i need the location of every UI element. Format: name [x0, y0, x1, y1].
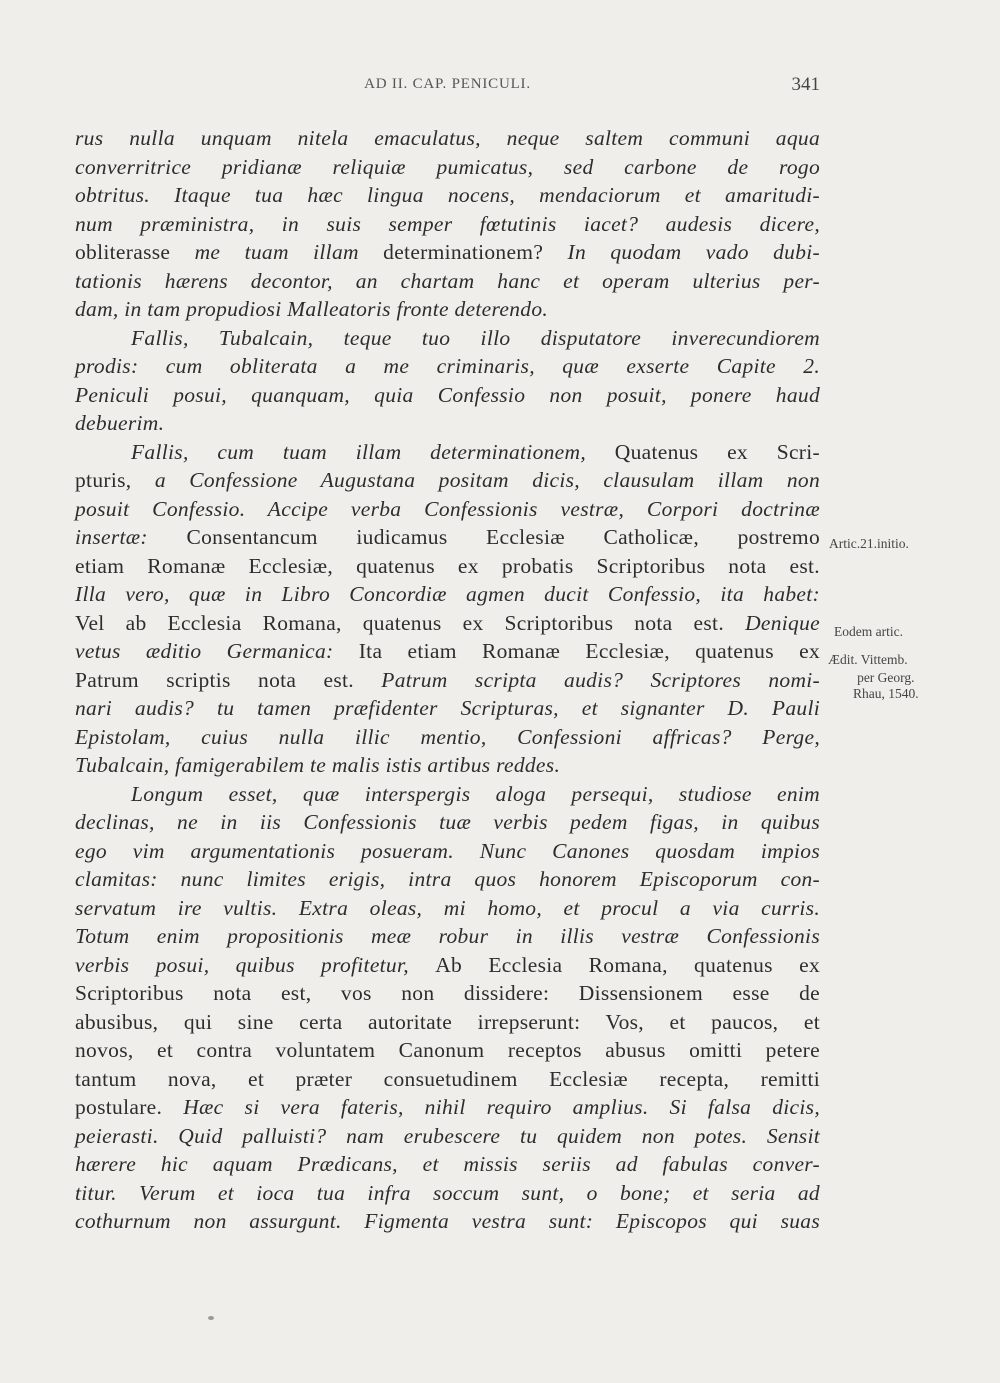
- text-line: [75, 295, 820, 324]
- italic-text: clamitas: nunc limites erigis, intra quos honorem Episcoporum con-: [75, 867, 820, 891]
- italic-text: Illa vero, quæ in Libro Concordiæ agmen ducit Confessio, ita habet:: [75, 582, 820, 606]
- margin-note-aedit: Ædit. Vittemb.: [828, 652, 908, 667]
- text-line: [75, 1150, 820, 1179]
- roman-text: etiam Romanæ Ecclesiæ, quatenus ex probatis Scriptoribus nota est.: [75, 553, 820, 578]
- text-line: [75, 1179, 820, 1208]
- italic-text: Totum enim propositionis meæ robur in illis vestræ Confessionis: [75, 924, 820, 948]
- margin-note-eodem: Eodem artic.: [834, 624, 903, 639]
- text-line: [75, 1008, 820, 1037]
- text-line: [75, 267, 820, 296]
- text-line: [75, 609, 820, 638]
- text-line: [75, 808, 820, 837]
- italic-text: verbis posui, quibus profitetur,: [75, 952, 436, 977]
- text-line: [75, 352, 820, 381]
- italic-text: debuerim.: [75, 411, 165, 435]
- text-line: [75, 381, 820, 410]
- roman-text: abusibus, qui sine certa autoritate irrepserunt: Vos, et paucos, et: [75, 1009, 820, 1034]
- text-line: [75, 637, 820, 666]
- margin-note-rhau-line2: Rhau, 1540.: [853, 686, 919, 701]
- italic-text: ego vim argumentationis posueram. Nunc Canones quosdam impios: [75, 838, 820, 863]
- italic-text: dam, in tam propudiosi Malleatoris fronte deterendo.: [75, 297, 549, 321]
- italic-text: hærere hic aquam Prædicans, et missis seriis ad fabulas conver-: [75, 1152, 820, 1176]
- text-line: [75, 979, 820, 1008]
- page-number: 341: [791, 74, 820, 95]
- text-line: [75, 865, 820, 894]
- italic-text: Denique: [745, 610, 820, 635]
- text-line: [75, 951, 820, 980]
- text-line: [75, 580, 820, 609]
- italic-text: cothurnum non assurgunt. Figmenta vestra sunt: Episcopos qui suas: [75, 1209, 820, 1233]
- roman-text: obliterasse: [75, 240, 195, 264]
- text-line: [75, 666, 820, 695]
- roman-text: postulare.: [75, 1095, 184, 1119]
- italic-text: nari audis? tu tamen præfidenter Scripturas, et signanter D. Pauli: [75, 696, 820, 720]
- text-line: [75, 409, 820, 438]
- text-line: [75, 153, 820, 182]
- text-line: [75, 723, 820, 752]
- italic-text: me tuam illam: [194, 240, 384, 264]
- roman-text: tantum nova, et præter consuetudinem Ecclesiæ recepta, remitti: [75, 1066, 820, 1091]
- roman-text: Scriptoribus nota est, vos non dissidere: Dissensionem esse de: [75, 981, 820, 1005]
- italic-text: Fallis, Tubalcain, teque tuo illo disputatore inverecundiorem: [131, 325, 820, 350]
- text-line: [75, 523, 820, 552]
- italic-text: Tubalcain, famigerabilem te malis istis artibus reddes.: [75, 753, 561, 777]
- text-line: [75, 1093, 820, 1122]
- text-line: [75, 124, 820, 153]
- roman-text: pturis,: [75, 468, 155, 492]
- text-line: [75, 210, 820, 239]
- text-line: [75, 837, 820, 866]
- text-line: [75, 552, 820, 581]
- roman-text: Quatenus ex Scri-: [614, 439, 820, 464]
- italic-text: Fallis, cum tuam illam determinationem,: [131, 439, 615, 464]
- italic-text: titur. Verum et ioca tua infra soccum sunt, o bone; et seria ad: [75, 1180, 820, 1205]
- text-line: [75, 1207, 820, 1236]
- italic-text: Longum esset, quæ interspergis aloga persequi, studiose enim: [131, 781, 820, 806]
- italic-text: servatum ire vultis. Extra oleas, mi homo, et procul a via curris.: [75, 895, 820, 920]
- text-line: [75, 238, 820, 267]
- italic-text: tationis hærens decontor, an chartam hanc et operam ulterius per-: [75, 268, 820, 293]
- text-line: [75, 694, 820, 723]
- italic-text: prodis: cum obliterata a me criminaris, quæ exserte Capite 2.: [75, 354, 820, 378]
- text-line: [75, 466, 820, 495]
- italic-text: vetus æditio Germanica:: [75, 639, 359, 663]
- ink-speck: [208, 1316, 214, 1320]
- italic-text: insertæ:: [75, 525, 187, 549]
- text-line: [75, 495, 820, 524]
- text-line: [75, 780, 820, 809]
- margin-note-rhau: [853, 670, 919, 702]
- roman-text: Patrum scriptis nota est.: [75, 667, 382, 692]
- text-line: [75, 1122, 820, 1151]
- roman-text: Ita etiam Romanæ Ecclesiæ, quatenus ex: [358, 639, 820, 663]
- roman-text: Ab Ecclesia Romana, quatenus ex: [435, 952, 820, 977]
- italic-text: Epistolam, cuius nulla illic mentio, Confessioni affricas? Perge,: [75, 724, 820, 749]
- italic-text: converritrice pridianæ reliquiæ pumicatus, sed carbone de rogo: [75, 154, 820, 179]
- text-line: [75, 1065, 820, 1094]
- italic-text: declinas, ne in iis Confessionis tuæ verbis pedem figas, in quibus: [75, 810, 820, 834]
- italic-text: In quodam vado dubi-: [567, 240, 820, 264]
- roman-text: determinationem?: [383, 240, 568, 264]
- margin-note-artic: Artic.21.initio.: [829, 536, 909, 551]
- text-line: [75, 438, 820, 467]
- italic-text: num præministra, in suis semper fœtutinis iacet? audesis dicere,: [75, 211, 820, 236]
- margin-note-rhau-line1: per Georg.: [857, 670, 915, 685]
- roman-text: Consentancum iudicamus Ecclesiæ Catholicæ, postremo: [186, 525, 820, 549]
- roman-text: novos, et contra voluntatem Canonum receptos abusus omitti petere: [75, 1038, 820, 1062]
- italic-text: posuit Confessio. Accipe verba Confessionis vestræ, Corpori doctrinæ: [75, 496, 820, 521]
- running-head: AD II. CAP. PENICULI.: [364, 76, 531, 92]
- text-line: [75, 324, 820, 353]
- text-line: [75, 181, 820, 210]
- italic-text: peierasti. Quid palluisti? nam erubescere tu quidem non potes. Sensit: [75, 1123, 820, 1148]
- italic-text: Patrum scripta audis? Scriptores nomi-: [381, 667, 821, 692]
- text-line: [75, 894, 820, 923]
- italic-text: rus nulla unquam nitela emaculatus, neque saltem communi aqua: [75, 126, 820, 150]
- text-line: [75, 751, 820, 780]
- text-line: [75, 922, 820, 951]
- italic-text: Hæc si vera fateris, nihil requiro amplius. Si falsa dicis,: [183, 1095, 820, 1119]
- italic-text: obtritus. Itaque tua hæc lingua nocens, mendaciorum et amaritudi-: [75, 183, 820, 207]
- italic-text: a Confessione Augustana positam dicis, clausulam illam non: [154, 468, 820, 492]
- text-line: [75, 1036, 820, 1065]
- italic-text: Peniculi posui, quanquam, quia Confessio non posuit, ponere haud: [75, 382, 820, 407]
- page-header: [75, 76, 820, 100]
- body-text: [75, 124, 820, 1236]
- roman-text: Vel ab Ecclesia Romana, quatenus ex Scriptoribus nota est.: [75, 610, 746, 635]
